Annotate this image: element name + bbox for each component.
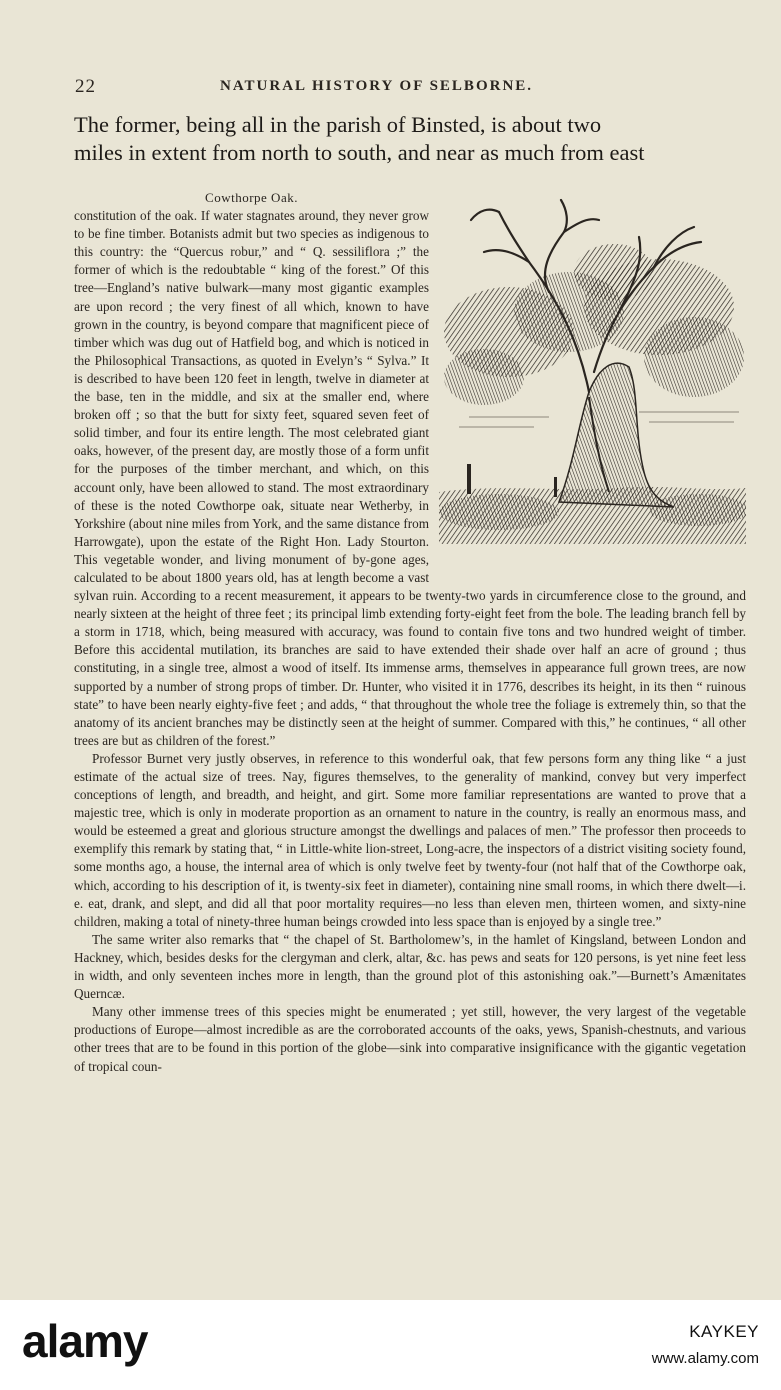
body-text xyxy=(74,187,746,1076)
overlay-line: The former, being all in the parish of Binsted, is about two xyxy=(74,112,602,137)
brand-logo: alamy xyxy=(22,1315,148,1367)
watermark-bar xyxy=(0,1300,781,1390)
running-title: NATURAL HISTORY OF SELBORNE. xyxy=(220,78,534,94)
trunk xyxy=(559,363,674,507)
overlay-caption xyxy=(74,111,744,167)
figure-caption: Cowthorpe Oak. xyxy=(205,190,298,205)
oak-illustration xyxy=(439,192,746,572)
paragraph-text: constitution of the oak. If water stagnates around, they never grow to be fine timber. Botanists admit but two species as indigenous to this country: the “Quercus robur,” and “ Q. sessiliflora ;” the former of which is the redoubtable “ king of the forest.” Of this tree—England’s native bulwark—many most gigantic examples are upon record ; the very finest of all which, known to have grown in the country, is beyond compare that magnificent piece of timber which was dug out of Hatfield bog, and which is noticed in the Philosophical Transactions, as quoted in Evelyn’s “ Sylva.” It is described to have been 120 feet in length, twelve in diameter at the base, ten in the middle, and six at the smaller end, where broken off ; so that the butt for sixty feet, squared seven feet of solid timber, and four its entire length. The most celebrated giant oaks, however, of the present day, are mostly those of a form unfit for the purposes of the timber merchant, and which, on this account only, have been allowed to stand. The most extraordinary of these is the noted Cowthorpe oak, situate near Wetherby, in Yorkshire (about nine miles from York, and the same distance from Harrowgate), upon the estate of the Right Hon. Lady Stourton. This vegetable wonder, and living monument of by-gone ages, calculated to be about 1800 years old, has at length become a vast sylvan ruin. According to a recent measurement, it appears to be twenty-two yards in circumference close to the ground, and nearly sixteen at the height of three feet ; its principal limb extending forty-eight feet from the bole. The leading branch fell by a storm in 1718, which, being measured with accuracy, was found to contain five tons and two hundred weight of timber. Before this accidental mutilation, its branches are said to have extended their shade over half an acre of ground ; thus constituting, in a single tree, almost a wood of itself. Its immense arms, themselves in appearance full grown trees, are now supported by a number of strong props of timber. Dr. Hunter, who visited it in 1776, describes its height, in its then “ ruinous state” to have been nearly eighty-five feet ; and adds, “ that throughout the whole tree the foliage is extremely thin, so that the anatomy of its ancient branches may be distinctly seen at the height of summer. Compared with this,” he continues, “ all other trees are but as children of the forest.” xyxy=(74,208,746,748)
paragraph: The same writer also remarks that “ the chapel of St. Bartholomew’s, in the hamlet of Kingsland, between London and Hackney, which, besides desks for the clergyman and clerk, altar, &c. has pews and seats for 120 persons, is yet nine feet less in width, and only seventeen inches more in length, than the ground plot of this astonishing oak.”—Burnett’s Amænitates Querncæ. xyxy=(74,931,746,1002)
overlay-line: miles in extent from north to south, and near as much from east xyxy=(74,140,645,165)
running-head xyxy=(75,76,743,100)
page-number: 22 xyxy=(75,76,96,97)
oak-tree-engraving xyxy=(439,192,746,544)
image-id: KAYKEY xyxy=(689,1322,759,1341)
paragraph: Many other immense trees of this species might be enumerated ; yet still, however, the very largest of the vegetable productions of Europe—almost incredible as are the corroborated accounts of the oaks, yews, Spanish-chestnuts, and various other trees that are to be found in this portion of the globe—sink into comparative insignificance with the gigantic vegetation of tropical coun- xyxy=(74,1004,746,1074)
paragraph: Professor Burnet very justly observes, in reference to this wonderful oak, that few persons form any thing like “ a just estimate of the actual size of trees. Nay, figures themselves, to the generality of mankind, convey but very imperfect conceptions of length, and breadth, and height, and girt. Some more familiar representations are wanted to prove that a majestic tree, which is only in moderate proportion as an ornament to nature in the country, is really an enormous mass, and would be esteemed a great and glorious structure amongst the dwellings and palaces of men.” The professor then proceeds to exemplify this remark by stating that, “ in Little-white lion-street, Long-acre, the inspectors of a district visiting society found, some months ago, a house, the internal area of which is only twelve feet by twenty-four (not half that of the Cowthorpe oak, which, according to his description of it, is twenty-six feet in diameter), containing nine small rooms, in which there dwelt—i. e. eat, drank, and slept, and did all that poor mortality requires—no less than eleven men, thirteen women, and sixty-nine children, making a total of ninety-three human beings crowded into less space than is enjoyed by a single tree.” xyxy=(74,750,746,929)
site-url: www.alamy.com xyxy=(651,1350,759,1367)
